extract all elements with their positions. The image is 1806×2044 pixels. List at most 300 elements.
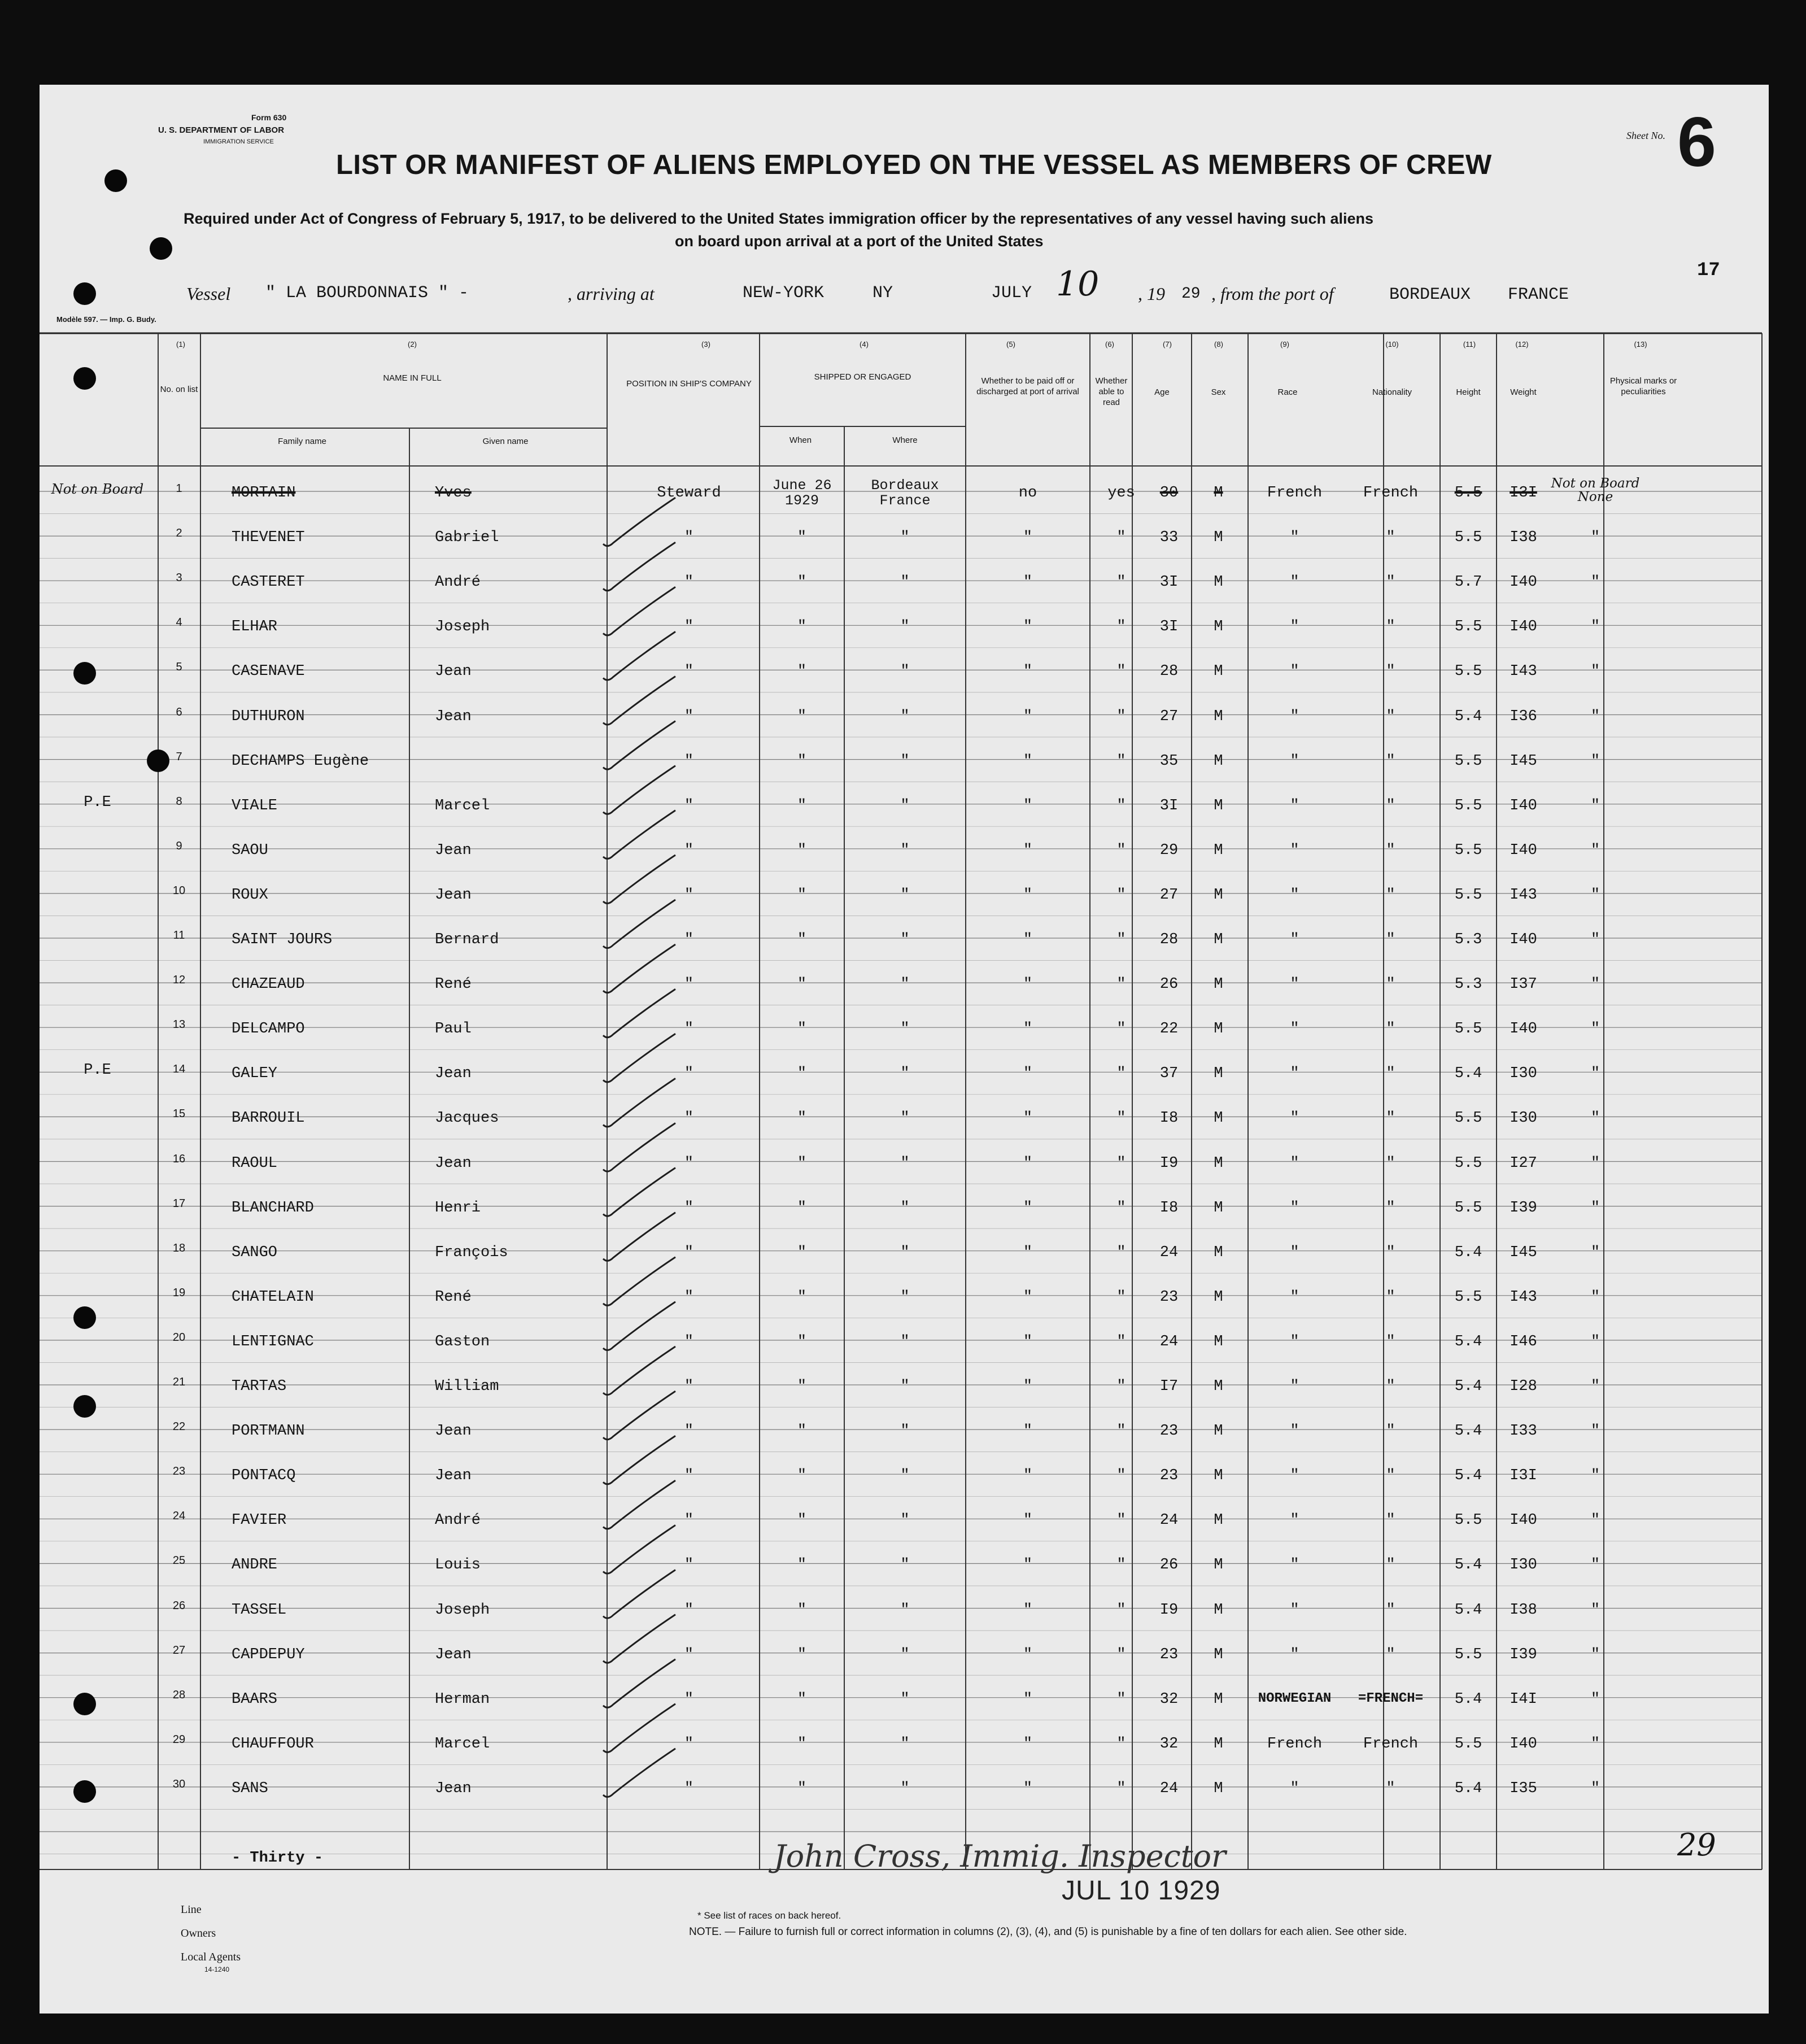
family-name-cell: SANS (232, 1780, 268, 1797)
physical-marks-cell: " (1590, 797, 1600, 814)
physical-marks-cell: " (1590, 1333, 1600, 1350)
position-cell: " (684, 1199, 694, 1217)
weight-cell: I40 (1510, 797, 1537, 814)
weight-cell: I43 (1510, 663, 1537, 681)
header-age: Age (1154, 387, 1170, 397)
age-cell: 23 (1159, 1288, 1179, 1306)
able-to-read-cell: " (1116, 1467, 1126, 1485)
nationality-cell: " (1386, 886, 1395, 904)
physical-marks-cell: " (1590, 1646, 1600, 1663)
weight-cell: I28 (1510, 1378, 1537, 1395)
header-no-on-list: No. on list (160, 385, 198, 394)
nationality-cell: " (1386, 1288, 1395, 1306)
given-name-cell: Jean (435, 708, 472, 725)
given-name-cell: Jean (435, 842, 472, 859)
sex-cell: M (1214, 663, 1223, 681)
paid-off-cell: " (1023, 1244, 1033, 1261)
physical-marks-cell: " (1590, 529, 1600, 547)
row-number: 29 (172, 1733, 186, 1746)
height-cell: 5.5 (1454, 1288, 1482, 1306)
able-to-read-cell: " (1116, 1333, 1126, 1350)
physical-marks-cell: " (1590, 931, 1600, 948)
where-cell: " (900, 1601, 910, 1619)
age-cell: I9 (1159, 1154, 1179, 1172)
height-cell: 5.4 (1454, 1601, 1482, 1619)
paid-off-cell: " (1023, 1378, 1033, 1395)
where-cell: " (900, 1333, 910, 1350)
position-cell: " (684, 842, 694, 859)
nationality-cell: " (1386, 1333, 1395, 1350)
age-cell: 22 (1159, 1021, 1179, 1038)
nationality-cell: " (1386, 842, 1395, 859)
row-margin-note: P.E (84, 794, 111, 811)
header-able-to-read: Whether able to read (1095, 376, 1128, 407)
when-cell: " (797, 1333, 807, 1350)
where-cell: " (900, 574, 910, 591)
required-line-2: on board upon arrival at a port of the United States (675, 233, 1044, 250)
sheet-label: Sheet No. (1626, 130, 1665, 141)
physical-marks-cell: " (1590, 708, 1600, 725)
given-name-cell: Jean (435, 1065, 472, 1083)
physical-marks-cell: " (1590, 1199, 1600, 1217)
position-cell: " (684, 618, 694, 636)
row-margin-note: P.E (84, 1062, 111, 1079)
page-title: LIST OR MANIFEST OF ALIENS EMPLOYED ON THE VESSEL AS MEMBERS OF CREW (336, 150, 1492, 180)
arrival-port: NEW-YORK (743, 284, 825, 303)
age-cell: 24 (1159, 1512, 1179, 1529)
height-cell: 5.5 (1454, 797, 1482, 814)
sex-cell: M (1214, 1557, 1223, 1574)
weight-cell: I46 (1510, 1333, 1537, 1350)
sex-cell: M (1214, 1467, 1223, 1485)
nationality-cell: " (1386, 529, 1395, 547)
race-cell: " (1290, 708, 1299, 725)
sex-cell: M (1214, 1288, 1223, 1306)
age-cell: 27 (1159, 708, 1179, 725)
paid-off-cell: " (1023, 1021, 1033, 1038)
height-cell: 5.5 (1454, 1199, 1482, 1217)
weight-cell: I40 (1510, 618, 1537, 636)
paid-off-cell: " (1023, 1780, 1033, 1797)
row-number: 9 (176, 839, 182, 852)
sex-cell: M (1214, 1512, 1223, 1529)
physical-marks-cell: " (1590, 574, 1600, 591)
given-name-cell: Jean (435, 1646, 472, 1663)
paid-off-cell: " (1023, 1467, 1033, 1485)
able-to-read-cell: " (1116, 529, 1126, 547)
nationality-cell: " (1386, 1154, 1395, 1172)
paid-off-cell: " (1023, 976, 1033, 993)
able-to-read-cell: " (1116, 1154, 1126, 1172)
nationality-cell: " (1386, 1601, 1395, 1619)
nationality-cell: " (1386, 752, 1395, 770)
age-cell: 28 (1159, 663, 1179, 681)
nationality-cell: " (1386, 1199, 1395, 1217)
received-date-stamp: JUL 10 1929 (1062, 1876, 1221, 1906)
where-cell: " (900, 529, 910, 547)
punch-hole (73, 1693, 96, 1715)
given-name-cell: William (435, 1378, 499, 1395)
paid-off-cell: " (1023, 797, 1033, 814)
sex-cell: M (1214, 797, 1223, 814)
paid-off-cell: no (1018, 485, 1037, 502)
position-cell: " (684, 1735, 694, 1753)
age-cell: I9 (1159, 1601, 1179, 1619)
physical-marks-cell: " (1590, 1780, 1600, 1797)
sex-cell: M (1214, 1690, 1223, 1708)
where-cell: " (900, 1690, 910, 1708)
paid-off-cell: " (1023, 1423, 1033, 1440)
where-cell: " (900, 842, 910, 859)
sex-cell: M (1214, 1333, 1223, 1350)
arrival-day: 10 (1056, 264, 1100, 304)
punch-hole (150, 237, 172, 260)
height-cell: 5.5 (1454, 1512, 1482, 1529)
row-number: 3 (176, 572, 182, 585)
sex-cell: M (1214, 1021, 1223, 1038)
punch-hole (73, 1780, 96, 1803)
family-name-cell: THEVENET (232, 529, 305, 547)
family-name-cell: CHAZEAUD (232, 976, 305, 993)
weight-cell: I40 (1510, 931, 1537, 948)
race-cell: " (1290, 1288, 1299, 1306)
position-cell: " (684, 1110, 694, 1127)
paid-off-cell: " (1023, 1288, 1033, 1306)
paid-off-cell: " (1023, 1690, 1033, 1708)
row-number: 1 (176, 482, 182, 495)
sex-cell: M (1214, 1423, 1223, 1440)
able-to-read-cell: " (1116, 1735, 1126, 1753)
year-suffix: 29 (1181, 285, 1201, 303)
header-weight: Weight (1510, 387, 1537, 397)
age-cell: 29 (1159, 842, 1179, 859)
weight-cell: I43 (1510, 886, 1537, 904)
where-cell: " (900, 618, 910, 636)
weight-cell: I35 (1510, 1780, 1537, 1797)
physical-marks-cell: " (1590, 1512, 1600, 1529)
paid-off-cell: " (1023, 931, 1033, 948)
given-name-cell: Paul (435, 1021, 472, 1038)
header-given-name: Given name (482, 437, 529, 446)
paid-off-cell: " (1023, 618, 1033, 636)
able-to-read-cell: " (1116, 574, 1126, 591)
col-num-7: (7) (1163, 340, 1172, 348)
age-cell: 35 (1159, 752, 1179, 770)
sex-cell: M (1214, 529, 1223, 547)
where-cell: Bordeaux France (871, 477, 939, 509)
vessel-name: " LA BOURDONNAIS " - (265, 284, 469, 303)
row-number: 14 (172, 1063, 186, 1076)
given-name-cell: Joseph (435, 618, 490, 636)
sex-cell: M (1214, 1154, 1223, 1172)
position-cell: " (684, 1333, 694, 1350)
height-cell: 5.4 (1454, 1244, 1482, 1261)
height-cell: 5.4 (1454, 708, 1482, 725)
paid-off-cell: " (1023, 1557, 1033, 1574)
given-name-cell: Jean (435, 663, 472, 681)
race-cell: " (1290, 1378, 1299, 1395)
when-cell: " (797, 1780, 807, 1797)
sex-cell: M (1214, 1110, 1223, 1127)
height-cell: 5.3 (1454, 976, 1482, 993)
department-label: U. S. DEPARTMENT OF LABOR (158, 125, 285, 135)
sex-cell: M (1214, 1780, 1223, 1797)
when-cell: " (797, 842, 807, 859)
where-cell: " (900, 1780, 910, 1797)
when-cell: " (797, 708, 807, 725)
where-cell: " (900, 931, 910, 948)
given-name-cell: Marcel (435, 797, 490, 814)
penalty-note: NOTE. — Failure to furnish full or correct information in columns (2), (3), (4), and (5) is punishable by a fine of ten dollars for each alien. See other side. (689, 1926, 1407, 1938)
paid-off-cell: " (1023, 1110, 1033, 1127)
where-cell: " (900, 976, 910, 993)
header-where: Where (892, 435, 918, 445)
sex-cell: M (1214, 1601, 1223, 1619)
able-to-read-cell: " (1116, 976, 1126, 993)
row-number: 23 (172, 1465, 186, 1478)
position-cell: " (684, 976, 694, 993)
family-name-cell: CHATELAIN (232, 1288, 314, 1306)
when-cell: " (797, 752, 807, 770)
family-name-cell: DELCAMPO (232, 1021, 305, 1038)
height-cell: 5.5 (1454, 1735, 1482, 1753)
col-num-4: (4) (860, 340, 869, 348)
given-name-cell: René (435, 1288, 472, 1306)
able-to-read-cell: " (1116, 1065, 1126, 1083)
when-cell: " (797, 931, 807, 948)
height-cell: 5.5 (1454, 663, 1482, 681)
given-name-cell: Jean (435, 1423, 472, 1440)
age-cell: 24 (1159, 1780, 1179, 1797)
able-to-read-cell: " (1116, 663, 1126, 681)
header-family-name: Family name (278, 437, 326, 446)
where-cell: " (900, 663, 910, 681)
sex-cell: M (1214, 1199, 1223, 1217)
where-cell: " (900, 752, 910, 770)
col-num-10: (10) (1385, 340, 1399, 348)
where-cell: " (900, 1557, 910, 1574)
when-cell: " (797, 1601, 807, 1619)
weight-cell: I40 (1510, 1735, 1537, 1753)
weight-cell: I30 (1510, 1557, 1537, 1574)
race-cell: " (1290, 1065, 1299, 1083)
paid-off-cell: " (1023, 1154, 1033, 1172)
family-name-cell: FAVIER (232, 1512, 287, 1529)
col-num-12: (12) (1515, 340, 1529, 348)
physical-marks-cell: " (1590, 1378, 1600, 1395)
header-name-in-full: NAME IN FULL (383, 373, 442, 383)
nationality-cell: " (1386, 708, 1395, 725)
physical-marks-cell: " (1590, 663, 1600, 681)
race-cell: " (1290, 1467, 1299, 1485)
height-cell: 5.3 (1454, 931, 1482, 948)
position-cell: " (684, 1288, 694, 1306)
race-cell: " (1290, 1110, 1299, 1127)
able-to-read-cell: " (1116, 1199, 1126, 1217)
given-name-cell: Gaston (435, 1333, 490, 1350)
given-name-cell: André (435, 1512, 481, 1529)
able-to-read-cell: " (1116, 886, 1126, 904)
sex-cell: M (1214, 1065, 1223, 1083)
when-cell: " (797, 1154, 807, 1172)
service-label: IMMIGRATION SERVICE (203, 138, 274, 145)
row-number: 19 (172, 1286, 186, 1299)
position-cell: " (684, 1244, 694, 1261)
where-cell: " (900, 1735, 910, 1753)
nationality-cell: French (1363, 485, 1419, 502)
position-cell: " (684, 1154, 694, 1172)
row-number: 2 (176, 527, 182, 540)
race-cell: " (1290, 1021, 1299, 1038)
required-line-1: Required under Act of Congress of February 5, 1917, to be delivered to the United States immigration officer by the representatives of any vessel having such aliens (184, 210, 1374, 227)
when-cell: " (797, 663, 807, 681)
race-cell: " (1290, 1646, 1299, 1663)
weight-cell: I36 (1510, 708, 1537, 725)
sex-cell: M (1214, 976, 1223, 993)
age-cell: 33 (1159, 529, 1179, 547)
nationality-cell: French (1363, 1735, 1419, 1753)
able-to-read-cell: " (1116, 1601, 1126, 1619)
age-cell: 28 (1159, 931, 1179, 948)
height-cell: 5.4 (1454, 1690, 1482, 1708)
age-cell: 26 (1159, 1557, 1179, 1574)
position-cell: " (684, 708, 694, 725)
age-cell: I7 (1159, 1378, 1179, 1395)
family-name-cell: BARROUIL (232, 1110, 305, 1127)
row-number: 30 (172, 1777, 186, 1790)
nationality-cell: " (1386, 663, 1395, 681)
age-cell: 24 (1159, 1244, 1179, 1261)
physical-marks-cell: " (1590, 1065, 1600, 1083)
physical-marks-cell: " (1590, 1110, 1600, 1127)
where-cell: " (900, 1423, 910, 1440)
row-number: 18 (172, 1241, 186, 1254)
sex-cell: M (1214, 1378, 1223, 1395)
race-cell: " (1290, 529, 1299, 547)
able-to-read-cell: yes (1107, 485, 1135, 502)
position-cell: Steward (657, 485, 721, 502)
height-cell: 5.5 (1454, 1154, 1482, 1172)
weight-cell: I38 (1510, 1601, 1537, 1619)
given-name-cell: François (435, 1244, 508, 1261)
where-cell: " (900, 1199, 910, 1217)
position-cell: " (684, 1021, 694, 1038)
able-to-read-cell: " (1116, 1021, 1126, 1038)
family-name-cell: ROUX (232, 886, 268, 904)
able-to-read-cell: " (1116, 1780, 1126, 1797)
paid-off-cell: " (1023, 1735, 1033, 1753)
row-number: 28 (172, 1688, 186, 1701)
family-name-cell: SAOU (232, 842, 268, 859)
given-name-cell: Louis (435, 1557, 481, 1574)
row-number: 21 (172, 1376, 186, 1388)
corner-number: 17 (1697, 260, 1720, 281)
sex-cell: M (1214, 842, 1223, 859)
nationality-cell: " (1386, 1423, 1395, 1440)
paid-off-cell: " (1023, 1601, 1033, 1619)
sex-cell: M (1214, 886, 1223, 904)
age-cell: 37 (1159, 1065, 1179, 1083)
age-cell: 23 (1159, 1423, 1179, 1440)
able-to-read-cell: " (1116, 1423, 1126, 1440)
row-number: 15 (172, 1108, 186, 1121)
given-name-cell: Jean (435, 1780, 472, 1797)
from-label: , from the port of (1211, 284, 1334, 304)
able-to-read-cell: " (1116, 708, 1126, 725)
weight-cell: I45 (1510, 1244, 1537, 1261)
race-cell: " (1290, 1199, 1299, 1217)
physical-marks-cell: " (1590, 1557, 1600, 1574)
physical-marks-cell: " (1590, 1423, 1600, 1440)
col-num-11: (11) (1463, 340, 1476, 348)
family-name-cell: CHAUFFOUR (232, 1735, 314, 1753)
able-to-read-cell: " (1116, 618, 1126, 636)
race-cell: " (1290, 1244, 1299, 1261)
family-name-cell: TARTAS (232, 1378, 287, 1395)
age-cell: 30 (1159, 485, 1179, 502)
given-name-cell: Yves (435, 485, 472, 502)
race-cell: NORWEGIAN (1258, 1690, 1332, 1706)
punch-hole (73, 1306, 96, 1329)
row-number: 25 (172, 1554, 186, 1567)
paid-off-cell: " (1023, 886, 1033, 904)
when-cell: " (797, 1646, 807, 1663)
weight-cell: I27 (1510, 1154, 1537, 1172)
where-cell: " (900, 1646, 910, 1663)
age-cell: 23 (1159, 1646, 1179, 1663)
nationality-cell: " (1386, 618, 1395, 636)
race-cell: " (1290, 1423, 1299, 1440)
age-cell: 3I (1159, 618, 1179, 636)
position-cell: " (684, 797, 694, 814)
header-shipped: SHIPPED OR ENGAGED (814, 372, 911, 382)
able-to-read-cell: " (1116, 797, 1126, 814)
when-cell: " (797, 618, 807, 636)
sex-cell: M (1214, 1244, 1223, 1261)
when-cell: " (797, 529, 807, 547)
sex-cell: M (1214, 752, 1223, 770)
nationality-cell: " (1386, 1646, 1395, 1663)
when-cell: June 26 1929 (772, 477, 832, 509)
race-cell: " (1290, 574, 1299, 591)
when-cell: " (797, 1065, 807, 1083)
sex-cell: M (1214, 485, 1223, 502)
when-cell: " (797, 1735, 807, 1753)
when-cell: " (797, 1512, 807, 1529)
physical-marks-cell: " (1590, 1690, 1600, 1708)
physical-marks-cell: " (1590, 1244, 1600, 1261)
physical-marks-cell: " (1590, 1021, 1600, 1038)
position-cell: " (684, 1512, 694, 1529)
paid-off-cell: " (1023, 529, 1033, 547)
when-cell: " (797, 574, 807, 591)
height-cell: 5.5 (1454, 485, 1482, 502)
paid-off-cell: " (1023, 663, 1033, 681)
family-name-cell: DUTHURON (232, 708, 305, 725)
col-num-1: (1) (176, 340, 185, 348)
paid-off-cell: " (1023, 842, 1033, 859)
weight-cell: I30 (1510, 1110, 1537, 1127)
weight-cell: I3I (1510, 1467, 1537, 1485)
able-to-read-cell: " (1116, 1288, 1126, 1306)
family-name-cell: GALEY (232, 1065, 278, 1083)
when-cell: " (797, 1244, 807, 1261)
when-cell: " (797, 1423, 807, 1440)
race-cell: " (1290, 976, 1299, 993)
paid-off-cell: " (1023, 1646, 1033, 1663)
weight-cell: I39 (1510, 1199, 1537, 1217)
where-cell: " (900, 797, 910, 814)
